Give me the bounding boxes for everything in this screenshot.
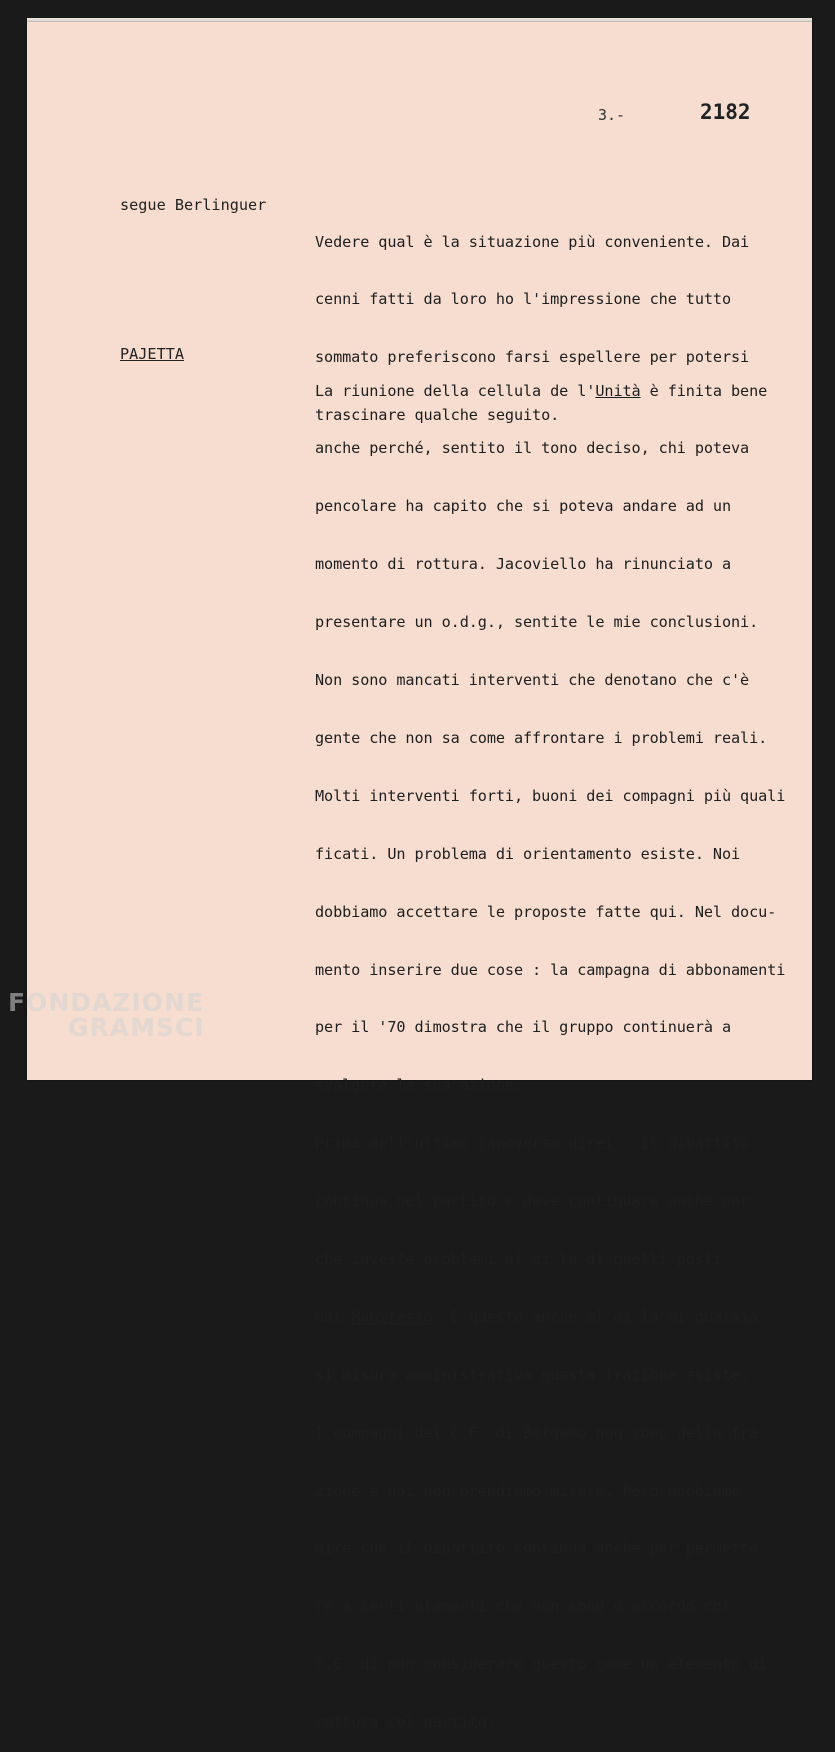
- speaker-pajetta: PAJETTA: [120, 345, 185, 363]
- text-line: dal Manifesto. E questo anche al di là di qualsia-: [315, 1307, 768, 1326]
- underlined-term: Manifesto: [351, 1307, 433, 1326]
- text-line: C.C. di non considerare questo come un elemento di: [315, 1655, 768, 1674]
- text-line: sommato preferiscono farsi espellere per potersi: [315, 348, 750, 367]
- text-line: momento di rottura. Jacoviello ha rinunciato a: [315, 555, 732, 574]
- watermark-line-2: GRAMSCI: [68, 1013, 205, 1042]
- watermark-line-1: FONDAZIONE: [8, 988, 205, 1017]
- text-line: presentare un o.d.g., sentite le mie conclusioni.: [315, 613, 759, 632]
- underlined-term: Unità: [595, 381, 641, 400]
- text-line: zione e noi non prendiamo misure. Però dobbiamo: [315, 1481, 741, 1500]
- text-line: ché investe problemi al di là di quelli posti: [315, 1249, 722, 1268]
- text-line: Non sono mancati interventi che denotano che c'è: [315, 671, 750, 690]
- speaker-berlinguer: segue Berlinguer: [120, 196, 267, 214]
- paragraph-pajetta: [315, 343, 815, 1752]
- page-marker: 3.-: [598, 106, 626, 124]
- text-line: si misura amministrativa questa frazione esiste.: [315, 1365, 750, 1384]
- text-line: cenni fatti da loro ho l'impressione che tutto: [315, 290, 732, 309]
- text-line: La riunione della cellula de l'Unità è finita bene: [315, 381, 768, 400]
- text-line: continua nel partito e deve continuare anche per-: [315, 1192, 759, 1211]
- text-line: rottura col partito.: [315, 1713, 496, 1732]
- fondazione-gramsci-watermark: [8, 988, 205, 1042]
- text-line: ficati. Un problema di orientamento esiste. Noi: [315, 844, 741, 863]
- text-line: Vedere qual è la situazione più conveniente. Dai: [315, 232, 750, 251]
- text-line: dobbiamo accettare le proposte fatte qui. Nel docu-: [315, 902, 777, 921]
- text-line: svolgere la sua azione.: [315, 1076, 524, 1095]
- text-line: Molti interventi forti, buoni dei compagni più quali: [315, 786, 786, 805]
- text-line: mento inserire due cose : la campagna di abbonamenti: [315, 960, 786, 979]
- text-line: trascinare qualche seguito.: [315, 406, 560, 425]
- text-line: anche perché, sentito il tono deciso, chi poteva: [315, 439, 750, 458]
- document-number: 2182: [700, 100, 751, 124]
- text-line: pencolare ha capito che si poteva andare ad un: [315, 497, 732, 516]
- text-line: dire che il dibattito continua anche per permette-: [315, 1539, 768, 1558]
- text-line: I compagni del C.F. di Bergamo non sono della fra-: [315, 1423, 768, 1442]
- text-line: re a certi elementi che non sono d'accordo col: [315, 1597, 732, 1616]
- text-line: per il '70 dimostra che il gruppo continuerà a: [315, 1018, 732, 1037]
- text-line: Prima dell'ultimo capoverso direi : il dibattito: [315, 1134, 750, 1153]
- text-line: gente che non sa come affrontare i problemi reali.: [315, 728, 768, 747]
